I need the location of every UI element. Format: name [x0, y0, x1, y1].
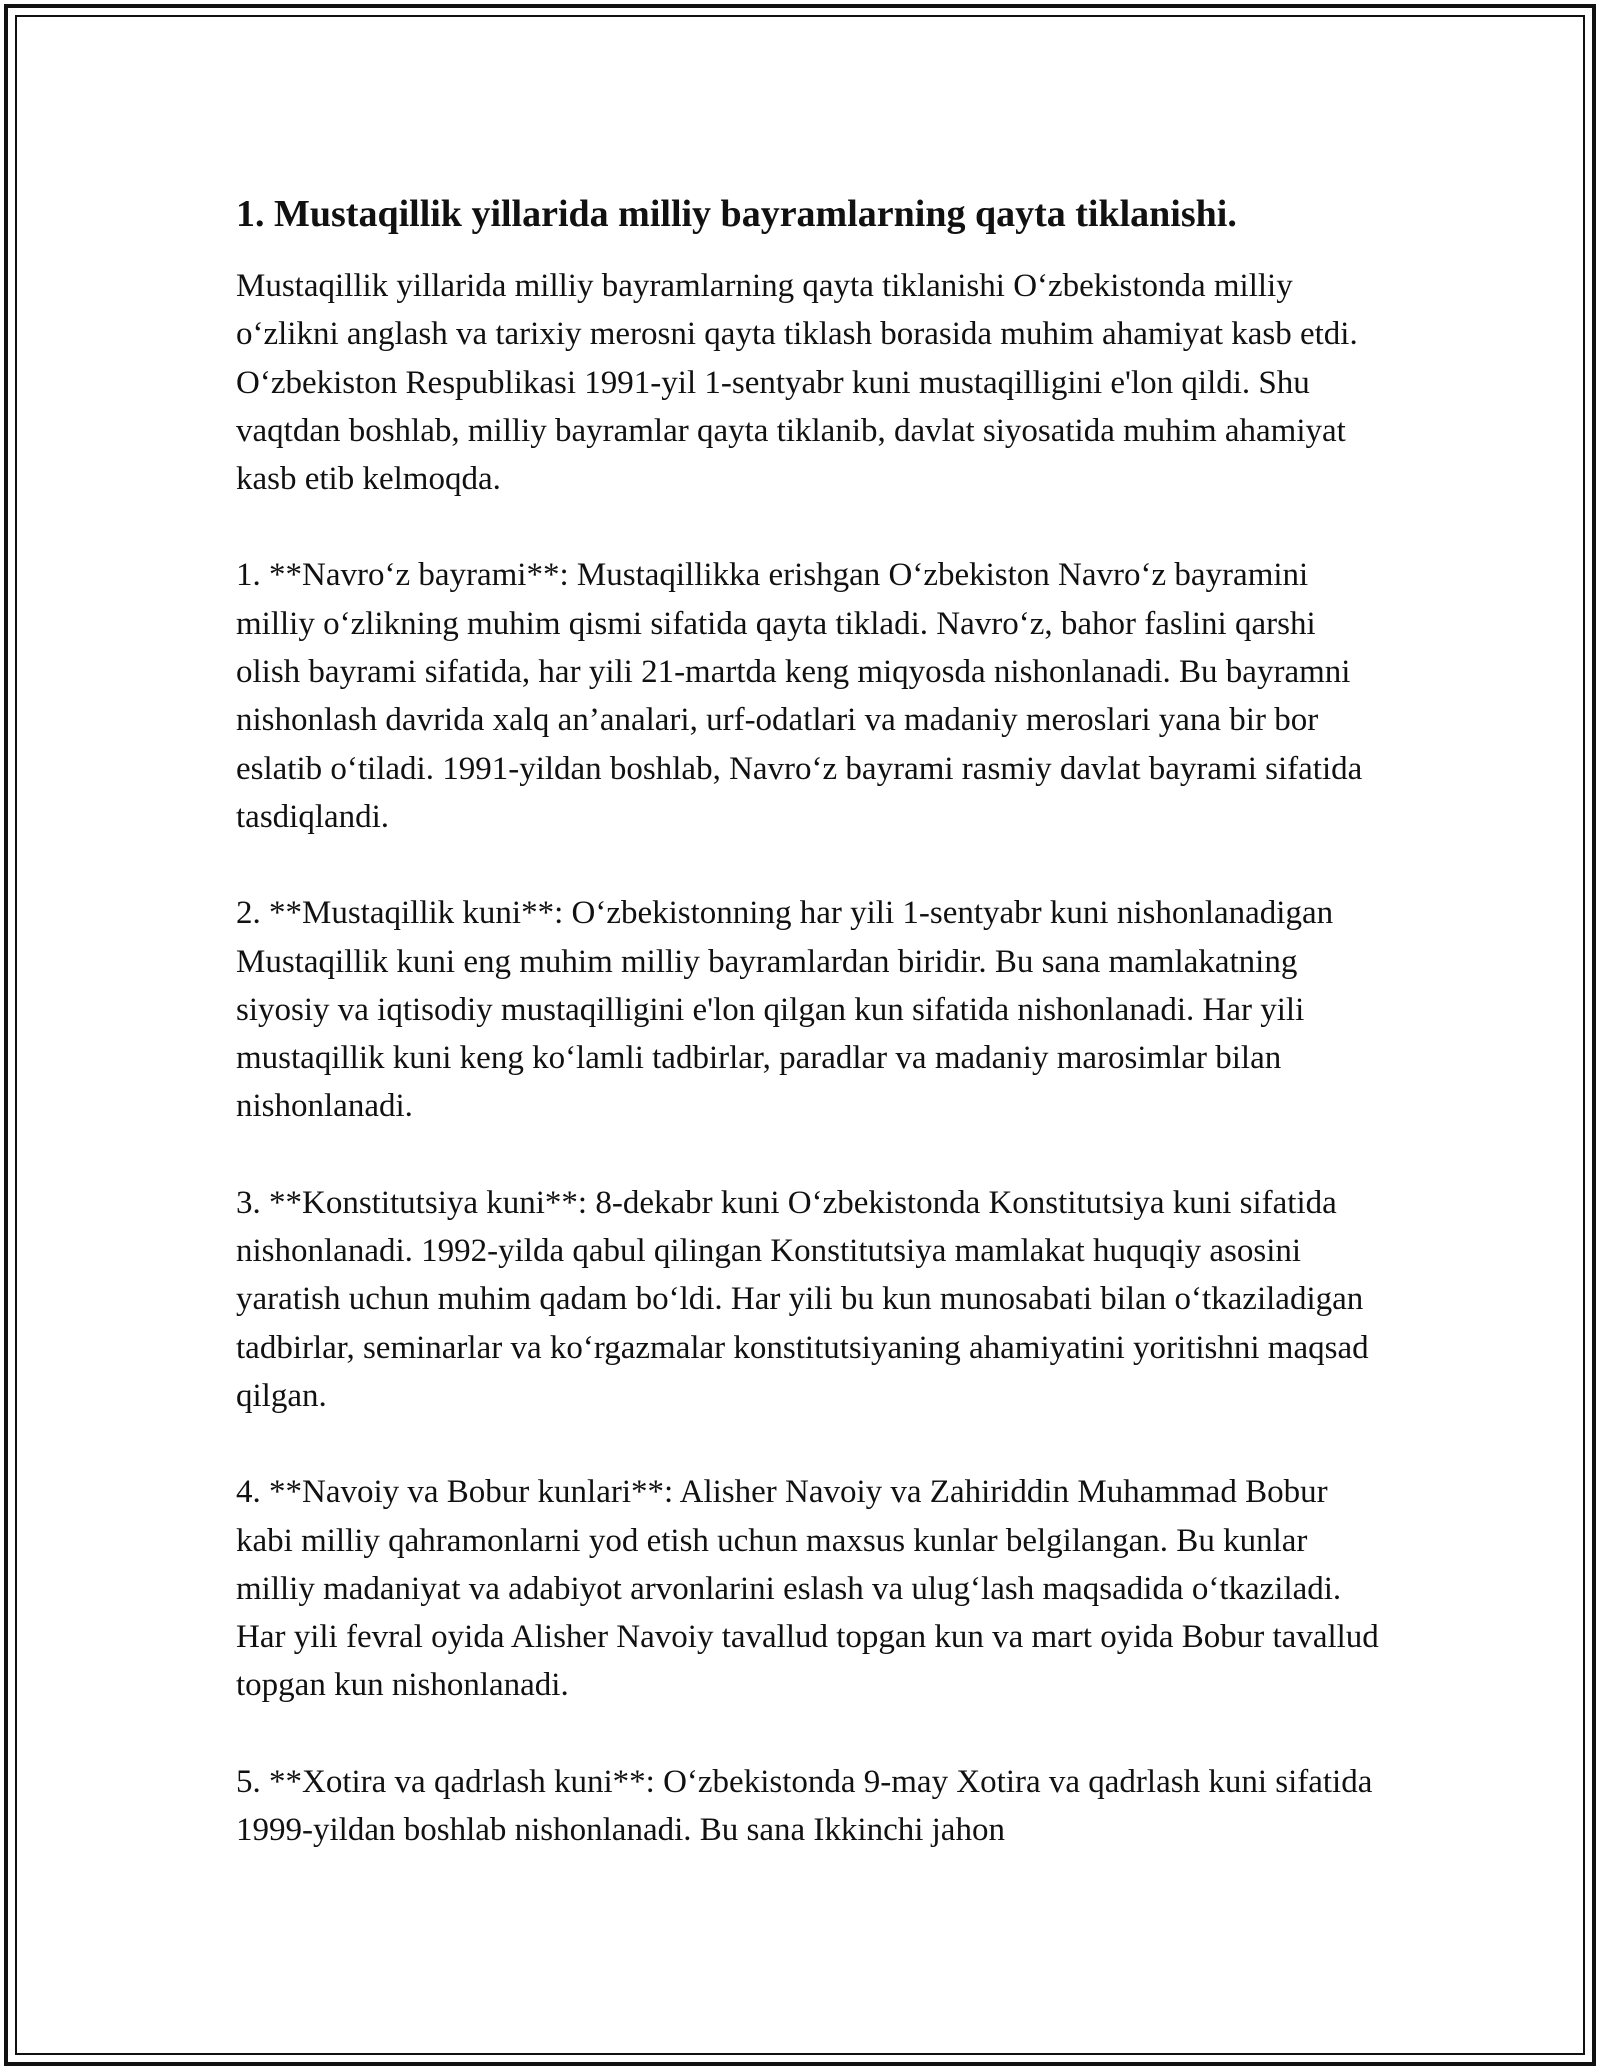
section-heading: 1. Mustaqillik yillarida milliy bayramlarning qayta tiklanishi. — [236, 193, 1237, 235]
paragraph-navoi-babur-days: 4. **Navoiy va Bobur kunlari**: Alisher Navoiy va Zahiriddin Muhammad Bobur kabi milliy qahramonlarni yod etish uchun maxsus kunlar belgilangan. Bu kunlar milliy madaniyat va adabiyot arvonlarini eslash va ulug‘lash maqsadida o‘tkaziladi. Har yili fevral oyida Alisher Navoiy tavallud topgan kun va mart oyida Bobur tavallud topgan kun nishonlanadi. — [236, 1474, 1379, 1704]
paragraph-navruz: 1. **Navro‘z bayrami**: Mustaqillikka erishgan O‘zbekiston Navro‘z bayramini milliy o‘zlikning muhim qismi sifatida qayta tikladi. Navro‘z, bahor faslini qarshi olish bayrami sifatida, har yili 21-martda keng miqyosda nishonlanadi. Bu bayramni nishonlash davrida xalq an’analari, urf-odatlari va madaniy meroslari yana bir bor eslatib o‘tiladi. 1991-yildan boshlab, Navro‘z bayrami rasmiy davlat bayrami sifatida tasdiqlandi. — [236, 557, 1363, 835]
paragraph-remembrance-day: 5. **Xotira va qadrlash kuni**: O‘zbekistonda 9-may Xotira va qadrlash kuni sifatida 1999-yildan boshlab nishonlanadi. Bu sana Ikkinchi jahon — [236, 1763, 1373, 1849]
intro-paragraph: Mustaqillik yillarida milliy bayramlarning qayta tiklanishi O‘zbekistonda milliy o‘zlikni anglash va tarixiy merosni qayta tiklash borasida muhim ahamiyat kasb etdi. O‘zbekiston Respublikasi 1991-yil 1-sentyabr kuni mustaqilligini e'lon qildi. Shu vaqtdan boshlab, milliy bayramlar qayta tiklanib, davlat siyosatida muhim ahamiyat kasb etib kelmoqda. — [236, 268, 1358, 498]
document-body — [236, 186, 1386, 1854]
paragraph-independence-day: 2. **Mustaqillik kuni**: O‘zbekistonning har yili 1-sentyabr kuni nishonlanadigan Mustaqillik kuni eng muhim milliy bayramlardan biridir. Bu sana mamlakatning siyosiy va iqtisodiy mustaqilligini e'lon qilgan kun sifatida nishonlanadi. Har yili mustaqillik kuni keng ko‘lamli tadbirlar, paradlar va madaniy marosimlar bilan nishonlanadi. — [236, 895, 1334, 1125]
paragraph-constitution-day: 3. **Konstitutsiya kuni**: 8-dekabr kuni O‘zbekistonda Konstitutsiya kuni sifatida nishonlanadi. 1992-yilda qabul qilingan Konstitutsiya mamlakat huquqiy asosini yaratish uchun muhim qadam bo‘ldi. Har yili bu kun munosabati bilan o‘tkaziladigan tadbirlar, seminarlar va ko‘rgazmalar konstitutsiyaning ahamiyatini yoritishni maqsad qilgan. — [236, 1184, 1369, 1414]
